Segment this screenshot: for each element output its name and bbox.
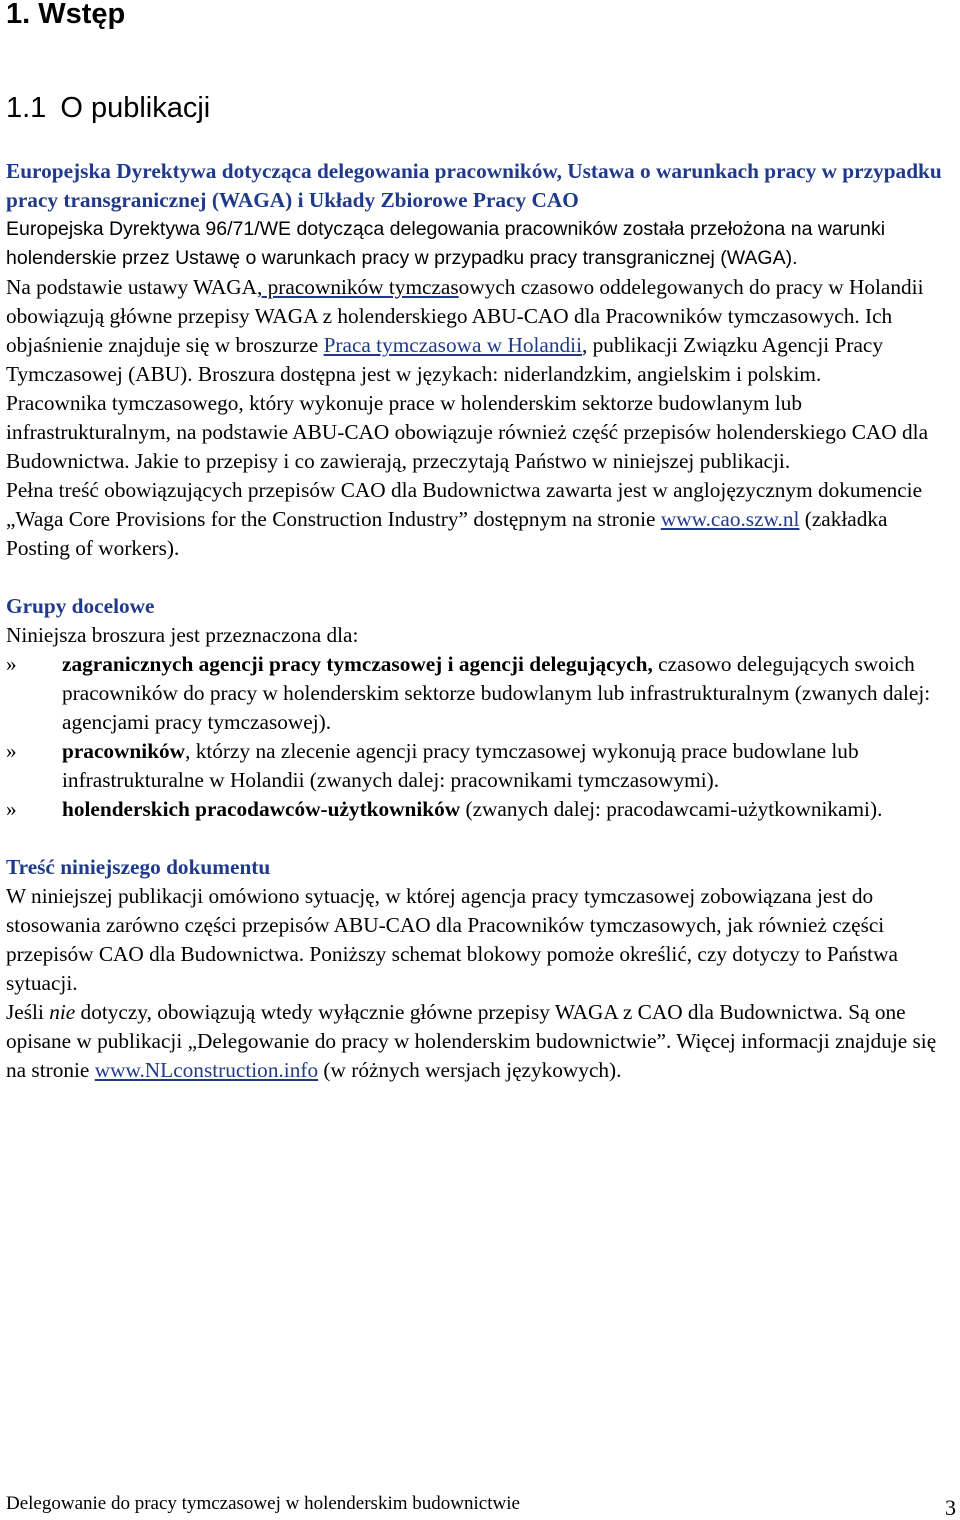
contents-paragraph-1: W niniejszej publikacji omówiono sytuację, w której agencja pracy tymczasowej zobowiązana jest do stosowania zarówno części przepisów ABU-CAO dla Pracowników tymczasowych, jak również części przepisów CAO dla Budownictwa. Poniższy schemat blokowy pomoże określić, czy dotyczy to Państwa sytuacji. bbox=[6, 884, 898, 995]
p2-part-a: Na podstawie ustawy WAGA bbox=[6, 275, 257, 299]
target-groups-lead: Niniejsza broszura jest przeznaczona dla: bbox=[6, 623, 359, 647]
cao-szw-link[interactable]: www.cao.szw.nl bbox=[660, 507, 800, 531]
c2-part-b: dotyczy, obowiązują wtedy wyłącznie główne przepisy WAGA z CAO dla Budownictwa. Są one opisane w publikacji „Delegowanie do pracy w holenderskim budownictwie”. Więcej informacji znajduje się na stronie bbox=[6, 1000, 937, 1082]
footer-title: Delegowanie do pracy tymczasowej w holenderskim budownictwie bbox=[6, 1493, 520, 1514]
contents-title: Treść niniejszego dokumentu bbox=[6, 855, 271, 879]
bullet-icon: » bbox=[6, 652, 17, 676]
intro-paragraph-2 bbox=[6, 273, 954, 389]
p4-part-a: Pełna treść obowiązujących przepisów CAO dla Budownictwa zawarta jest w anglojęzycznym dokumencie „Waga Core Provisions for the Construction Industry” dostępnym na stronie bbox=[6, 478, 923, 531]
bullet-icon: » bbox=[6, 739, 17, 763]
chapter-heading: 1. Wstęp bbox=[6, 0, 126, 30]
nlconstruction-link[interactable]: www.NLconstruction.info bbox=[94, 1058, 319, 1082]
list-item-bold: zagranicznych agencji pracy tymczasowej i agencji delegujących, bbox=[62, 652, 653, 676]
section-title: O publikacji bbox=[60, 92, 211, 124]
c2-part-a: Jeśli bbox=[6, 1000, 50, 1024]
intro-title: Europejska Dyrektywa dotycząca delegowania pracowników, Ustawa o warunkach pracy w przypadku pracy transgranicznej (WAGA) i Układy Zbiorowe Pracy CAO bbox=[6, 159, 942, 212]
intro-paragraph-3: Pracownika tymczasowego, który wykonuje prace w holenderskim sektorze budowlanym lub infrastrukturalnym, na podstawie ABU-CAO obowiązuje również część przepisów holenderskiego CAO dla Budownictwa. Jakie to przepisy i co zawierają, przeczytają Państwo w niniejszej publikacji. bbox=[6, 391, 929, 473]
c2-part-c: (w różnych wersjach językowych). bbox=[318, 1058, 622, 1082]
contents-paragraph-2 bbox=[6, 998, 954, 1085]
abu-brochure-link[interactable]: Praca tymczasowa w Holandii bbox=[323, 333, 582, 357]
list-item-bold: pracowników bbox=[62, 739, 186, 763]
list-item bbox=[6, 737, 954, 795]
list-item-text: , którzy na zlecenie agencji pracy tymczasowej wykonują prace budowlane lub infrastrukturalne w Holandii (zwanych dalej: pracownikami tymczasowymi). bbox=[62, 739, 859, 792]
main-content bbox=[6, 157, 954, 1085]
p4-part-b: (zakładka Posting of workers). bbox=[6, 507, 888, 560]
list-item-text: czasowo delegujących swoich pracowników do pracy w holenderskim sektorze budowlanym lub infrastrukturalnym (zwanych dalej: agencjami pracy tymczasowej). bbox=[62, 652, 931, 734]
section-number: 1.1 bbox=[6, 92, 47, 124]
page-number: 3 bbox=[945, 1495, 956, 1520]
p2-part-d: , publikacji Związku Agencji Pracy Tymczasowej (ABU). Broszura dostępna jest w językach: niderlandzkim, angielskim i polskim. bbox=[6, 333, 884, 386]
p2-part-b: , pracowników tymczas bbox=[257, 275, 459, 299]
target-groups-title: Grupy docelowe bbox=[6, 594, 155, 618]
list-item-text: (zwanych dalej: pracodawcami-użytkownikami). bbox=[460, 797, 883, 821]
list-item bbox=[6, 795, 954, 824]
c2-italic: nie bbox=[49, 1000, 76, 1024]
section-heading bbox=[6, 90, 210, 126]
intro-paragraph-4 bbox=[6, 476, 954, 563]
bullet-icon: » bbox=[6, 797, 17, 821]
target-groups-list bbox=[6, 650, 954, 824]
p2-part-c: owych czasowo oddelegowanych do pracy w Holandii obowiązują główne przepisy WAGA z holenderskiego ABU-CAO dla Pracowników tymczasowych. Ich objaśnienie znajduje się w broszurze bbox=[6, 275, 924, 357]
list-item bbox=[6, 650, 954, 737]
intro-paragraph-1: Europejska Dyrektywa 96/71/WE dotycząca delegowania pracowników została przełożona na warunki holenderskie przez Ustawę o warunkach pracy w przypadku pracy transgranicznej (WAGA). bbox=[6, 218, 886, 269]
list-item-bold: holenderskich pracodawców-użytkowników bbox=[62, 797, 461, 821]
